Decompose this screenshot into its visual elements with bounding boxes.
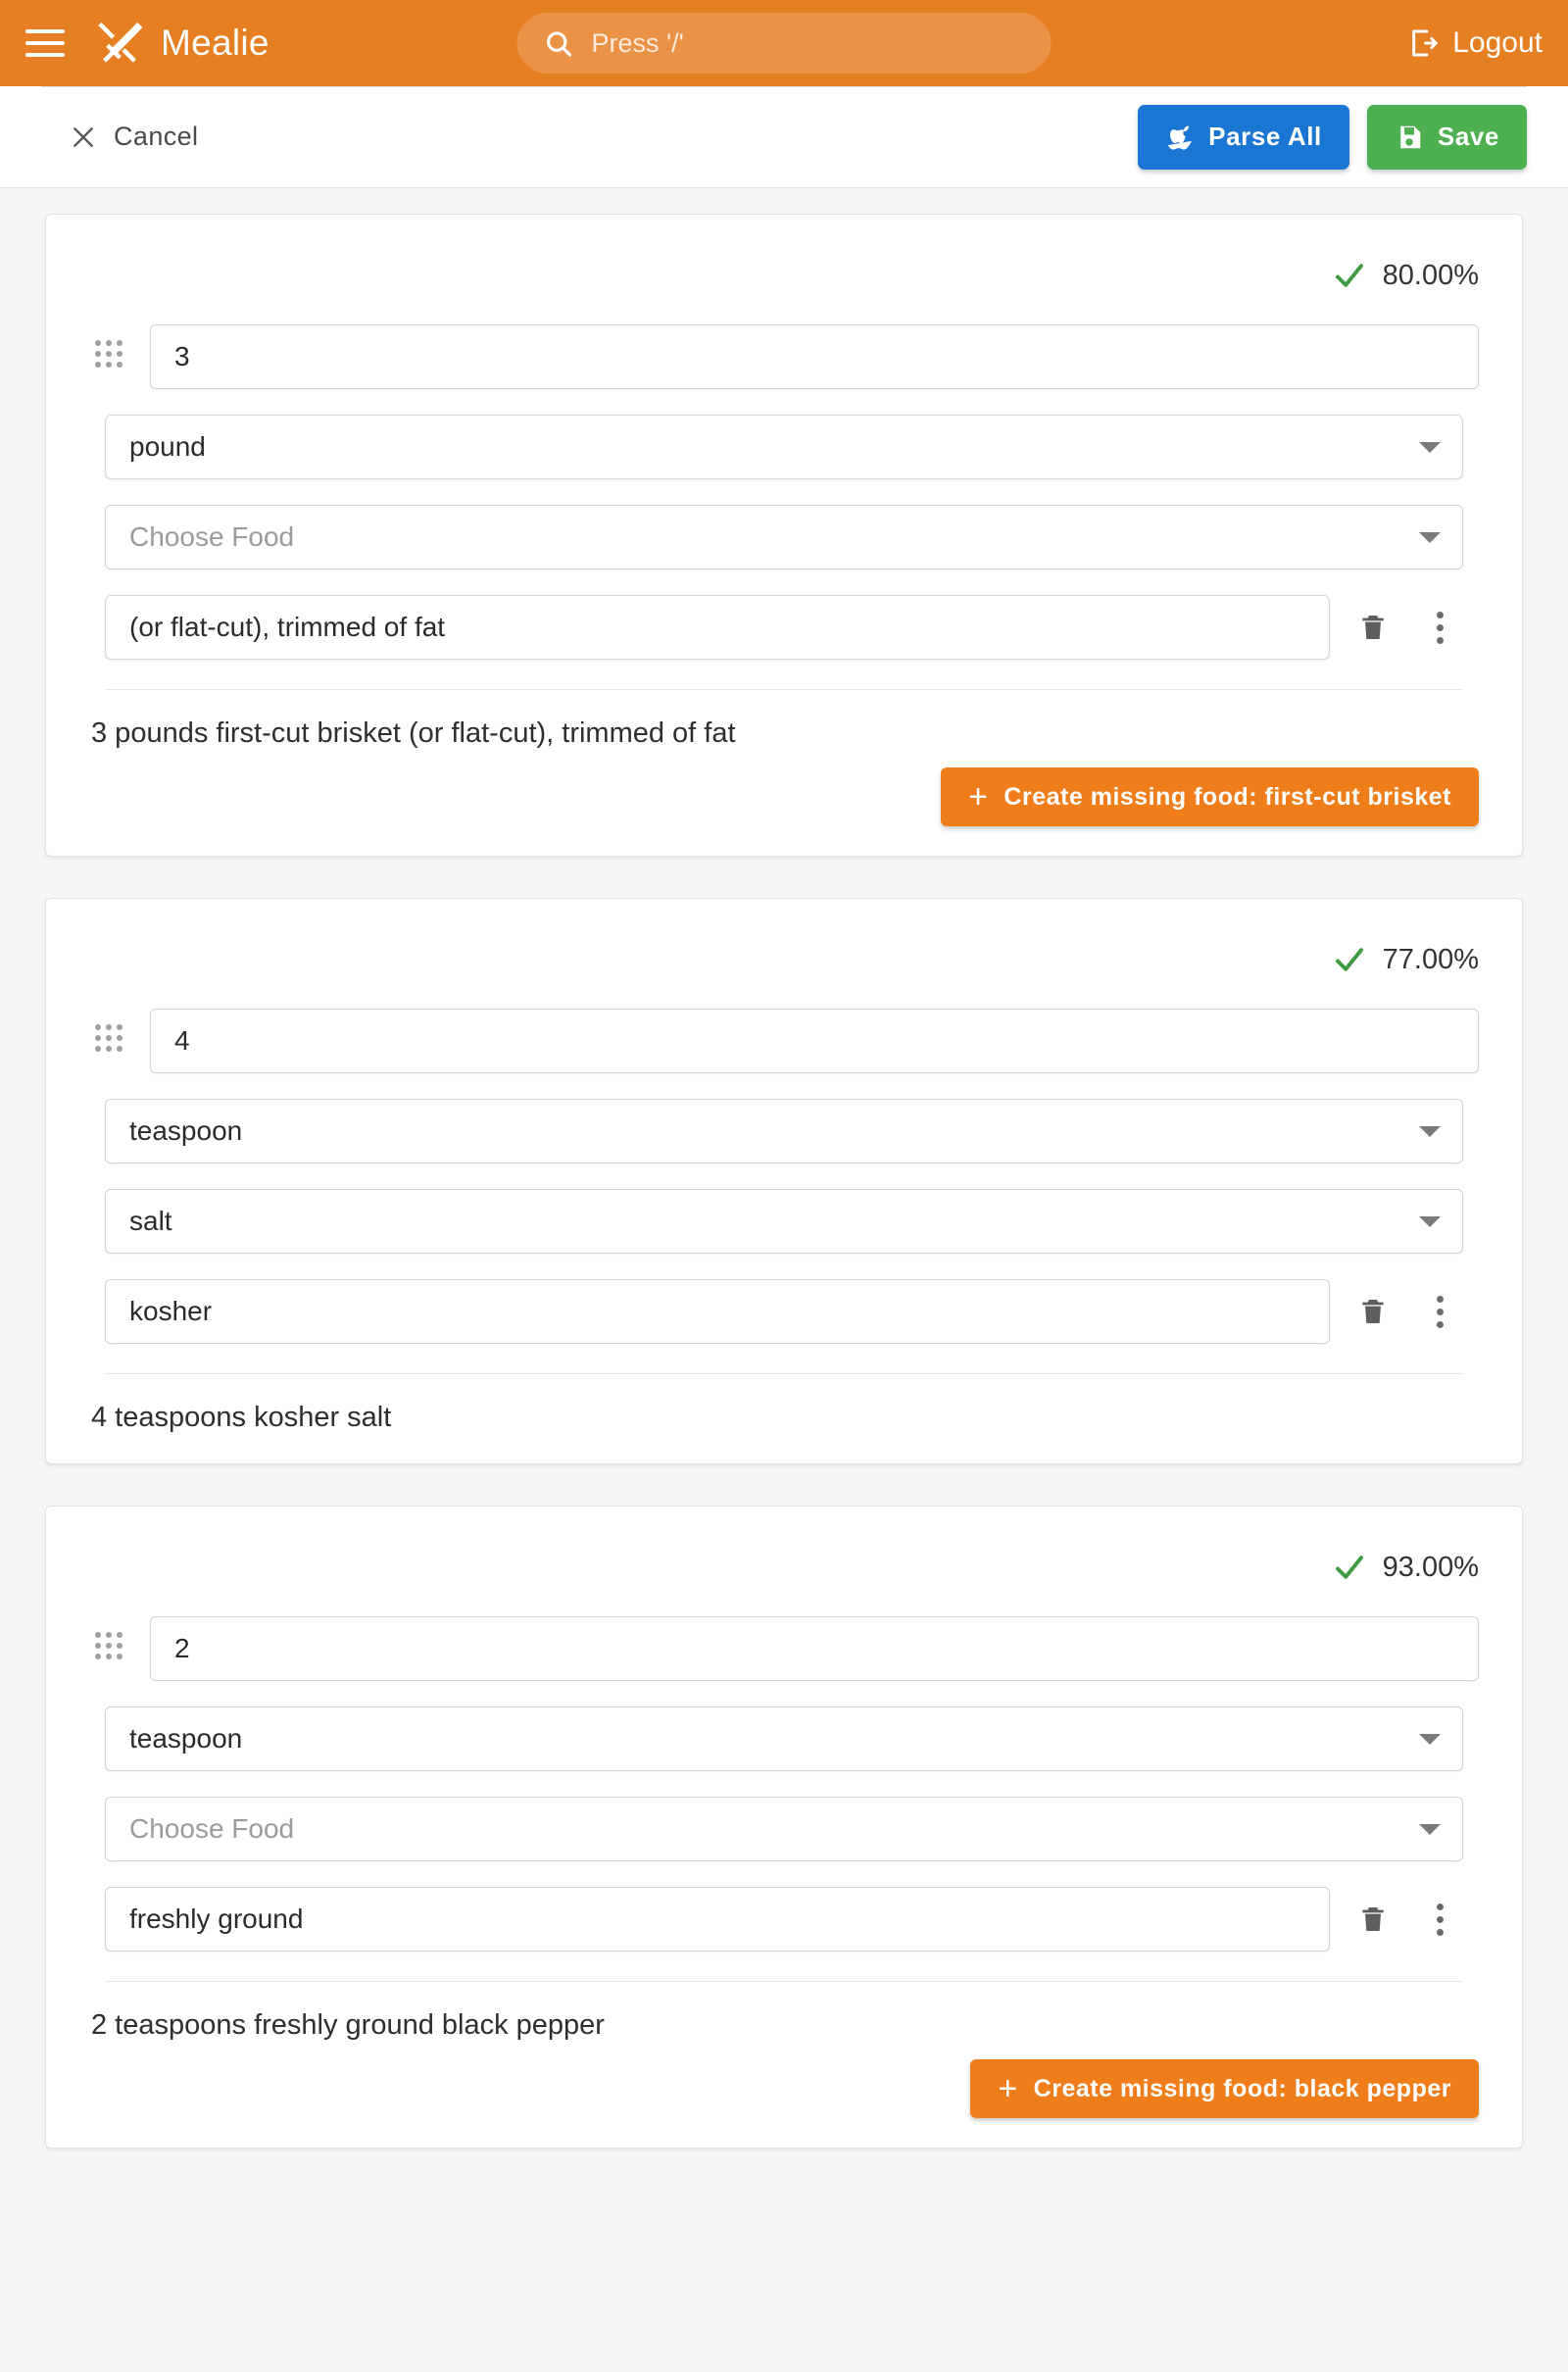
save-button[interactable]	[1367, 105, 1527, 170]
create-missing-food-button[interactable]	[941, 767, 1479, 826]
toolbar-actions	[1138, 105, 1527, 170]
unit-select[interactable]	[105, 1099, 1463, 1163]
fork-knife-logo-icon	[92, 17, 145, 70]
delete-button[interactable]	[1349, 1896, 1396, 1943]
unit-select[interactable]	[105, 1706, 1463, 1771]
search-box[interactable]	[517, 13, 1052, 74]
create-missing-food-label: Create missing food: black pepper	[1033, 2074, 1451, 2102]
search-input[interactable]	[590, 27, 1026, 60]
note-input[interactable]	[127, 1903, 1307, 1936]
note-input[interactable]	[127, 611, 1307, 644]
more-options-button[interactable]	[1416, 604, 1463, 651]
app-bar	[0, 0, 1568, 86]
create-missing-food-label: Create missing food: first-cut brisket	[1004, 782, 1451, 811]
check-icon	[1332, 258, 1367, 293]
more-options-button[interactable]	[1416, 1896, 1463, 1943]
chevron-down-icon	[1419, 442, 1441, 453]
note-field[interactable]	[105, 595, 1330, 660]
unit-input[interactable]	[127, 1114, 1405, 1148]
note-field[interactable]	[105, 1279, 1330, 1344]
create-missing-food-button[interactable]	[970, 2059, 1479, 2118]
note-input[interactable]	[127, 1295, 1307, 1328]
food-select[interactable]	[105, 1797, 1463, 1861]
drag-handle-icon[interactable]	[95, 1024, 128, 1058]
trash-icon	[1357, 1903, 1389, 1936]
food-input[interactable]	[127, 1205, 1405, 1238]
note-field[interactable]	[105, 1887, 1330, 1952]
unit-input[interactable]	[127, 1722, 1405, 1755]
chevron-down-icon	[1419, 1824, 1441, 1835]
plus-icon: +	[998, 2070, 1018, 2107]
original-text: 3 pounds first-cut brisket (or flat-cut), trimmed of fat	[91, 717, 736, 749]
chevron-down-icon	[1419, 532, 1441, 543]
hamburger-icon[interactable]	[25, 24, 71, 63]
food-input[interactable]	[127, 520, 1405, 554]
quantity-row	[89, 1009, 1479, 1073]
quantity-field[interactable]	[150, 1616, 1479, 1681]
confidence-value: 77.00%	[1382, 943, 1479, 975]
unit-input[interactable]	[127, 430, 1405, 464]
quantity-row	[89, 324, 1479, 389]
ingredient-card	[45, 214, 1523, 857]
plus-icon: +	[968, 778, 989, 815]
create-food-row	[89, 2059, 1479, 2118]
original-text: 2 teaspoons freshly ground black pepper	[91, 2009, 605, 2041]
unit-select[interactable]	[105, 415, 1463, 479]
original-text: 4 teaspoons kosher salt	[91, 1402, 392, 1433]
ingredient-list	[0, 188, 1568, 2229]
trash-icon	[1357, 611, 1389, 644]
quantity-row	[89, 1616, 1479, 1681]
drag-handle-icon[interactable]	[95, 1632, 128, 1665]
confidence-row	[89, 1540, 1479, 1595]
confidence-value: 93.00%	[1382, 1551, 1479, 1583]
chevron-down-icon	[1419, 1126, 1441, 1137]
quantity-input[interactable]	[172, 1632, 1456, 1665]
check-icon	[1332, 942, 1367, 977]
apple-icon	[1165, 123, 1195, 152]
drag-handle-icon[interactable]	[95, 340, 128, 373]
food-input[interactable]	[127, 1812, 1405, 1846]
note-row	[105, 1279, 1463, 1344]
quantity-field[interactable]	[150, 324, 1479, 389]
note-row	[105, 1887, 1463, 1952]
chevron-down-icon	[1419, 1216, 1441, 1227]
logout-icon	[1407, 27, 1439, 59]
ingredient-card	[45, 1506, 1523, 2149]
more-options-button[interactable]	[1416, 1288, 1463, 1335]
quantity-input[interactable]	[172, 340, 1456, 373]
search-icon	[543, 27, 574, 59]
check-icon	[1332, 1550, 1367, 1585]
close-icon	[71, 124, 96, 150]
confidence-value: 80.00%	[1382, 259, 1479, 291]
delete-button[interactable]	[1349, 1288, 1396, 1335]
quantity-input[interactable]	[172, 1024, 1456, 1058]
save-disk-icon	[1395, 123, 1424, 152]
ingredient-card	[45, 898, 1523, 1464]
trash-icon	[1357, 1295, 1389, 1328]
quantity-field[interactable]	[150, 1009, 1479, 1073]
confidence-row	[89, 932, 1479, 987]
food-select[interactable]	[105, 1189, 1463, 1254]
food-select[interactable]	[105, 505, 1463, 569]
parse-all-button[interactable]	[1138, 105, 1349, 170]
brand-title: Mealie	[161, 23, 270, 63]
save-label: Save	[1437, 122, 1499, 151]
chevron-down-icon	[1419, 1734, 1441, 1745]
logout-button[interactable]	[1407, 26, 1543, 60]
note-row	[105, 595, 1463, 660]
delete-button[interactable]	[1349, 604, 1396, 651]
parse-all-label: Parse All	[1208, 122, 1322, 151]
confidence-row	[89, 248, 1479, 303]
editor-toolbar	[0, 86, 1568, 188]
cancel-button[interactable]	[65, 121, 204, 153]
create-food-row	[89, 767, 1479, 826]
logout-label: Logout	[1452, 26, 1543, 59]
cancel-label: Cancel	[114, 122, 199, 151]
